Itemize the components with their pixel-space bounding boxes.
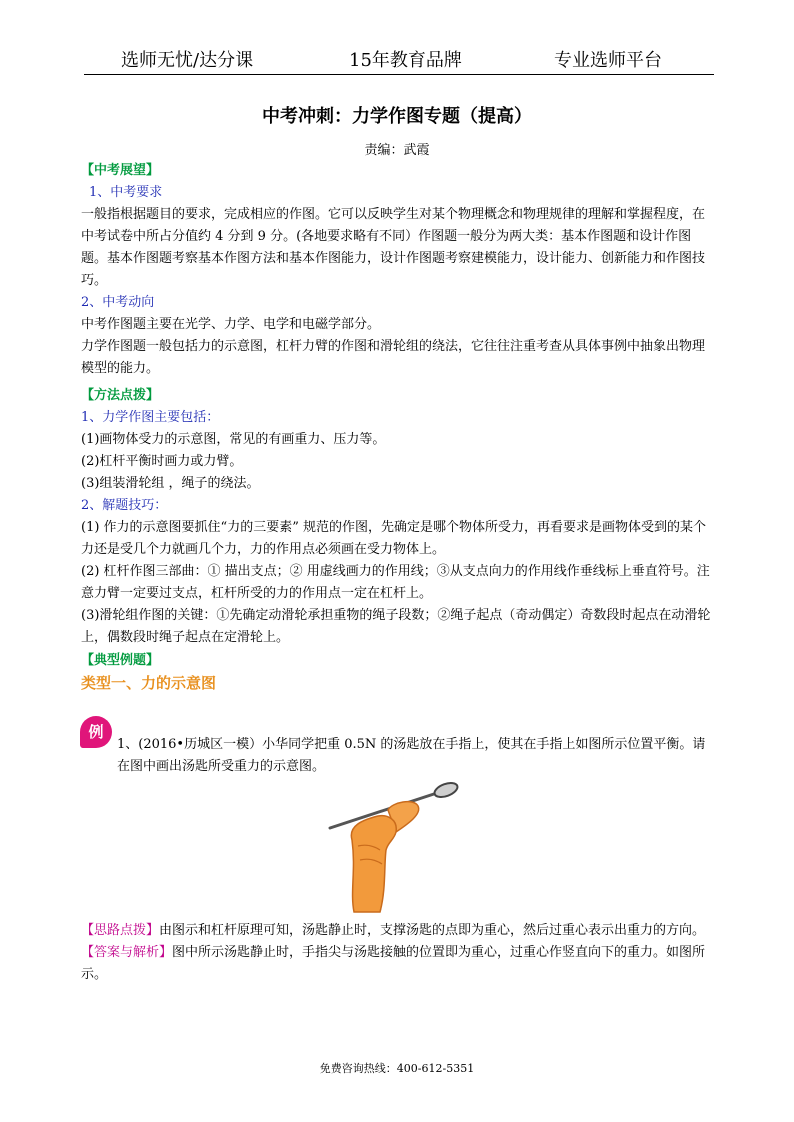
answer-label: 【答案与解析】: [81, 945, 173, 960]
methods-line-2: (2)杠杆平衡时画力或力臂。: [81, 454, 243, 469]
example-question: [81, 734, 713, 778]
methods-line-1: (1)画物体受力的示意图，常见的有画重力、压力等。: [81, 432, 386, 447]
methods-sub-2: 2、解题技巧：: [81, 498, 168, 513]
example-question-text: 1、(2016•历城区一模）小华同学把重 0.5N 的汤匙放在手指上，使其在手指上如图所示位置平衡。请在图中画出汤匙所受重力的示意图。: [117, 737, 706, 774]
section-methods: [81, 385, 713, 649]
outlook-para-1: 一般指根据题目的要求，完成相应的作图。它可以反映学生对某个物理概念和物理规律的理解和掌握程度，在中考试卷中所占分值约 4 分到 9 分。(各地要求略有不同）作图题一般分为两大类：基本作图题和设计作图题。基本作图题考察基本作图方法和基本作图能力，设计作图题考察建模能力，设计能力、创新能力和作图技巧。: [81, 207, 706, 288]
outlook-sub-1: 1、中考要求: [89, 185, 163, 200]
answer-paragraph: [81, 942, 713, 986]
hint-paragraph: [81, 920, 713, 942]
page-title: 中考冲刺：力学作图专题（提高）: [262, 106, 532, 127]
examples-heading: 【典型例题】: [81, 653, 160, 668]
methods-tip-3: (3)滑轮组作图的关键：①先确定动滑轮承担重物的绳子段数；②绳子起点（奇动偶定）奇数段时起点在动滑轮上，偶数段时绳子起点在定滑轮上。: [81, 608, 711, 645]
methods-tip-2: (2) 杠杆作图三部曲：① 描出支点；② 用虚线画力的作用线；③从支点向力的作用线作垂线标上垂直符号。注意力臂一定要过支点，杠杆所受的力的作用点一定在杠杆上。: [81, 564, 710, 601]
header-brand: 选师无忧/达分课: [121, 50, 254, 71]
example-badge-icon: 例: [80, 716, 112, 748]
methods-heading: 【方法点拨】: [81, 388, 160, 403]
methods-sub-1: 1、力学作图主要包括：: [81, 410, 220, 425]
page-header: [84, 46, 714, 75]
section-outlook: [81, 160, 713, 380]
page-footer: 免费咨询热线：400-612-5351: [319, 1062, 475, 1075]
header-platform: 专业选师平台: [554, 50, 662, 71]
outlook-heading: 【中考展望】: [81, 163, 160, 178]
examples-type-1: 类型一、力的示意图: [81, 674, 217, 692]
section-examples: [81, 650, 713, 694]
methods-tip-1: (1) 作力的示意图要抓住“力的三要素” 规范的作图，先确定是哪个物体所受力，再看要求是画物体受到的某个力还是受几个力就画几个力，力的作用点必须画在受力物体上。: [81, 520, 706, 557]
author-line: 责编：武霞: [364, 143, 430, 158]
hand: [351, 816, 396, 912]
hint-label: 【思路点拨】: [81, 923, 160, 938]
outlook-para-3: 力学作图题一般包括力的示意图，杠杆力臂的作图和滑轮组的绕法，它往往注重考查从具体事例中抽象出物理模型的能力。: [81, 339, 706, 376]
example-solution: [81, 920, 713, 986]
header-slogan: 15年教育品牌: [349, 50, 462, 71]
spoon-bowl: [433, 780, 460, 799]
outlook-sub-2: 2、中考动向: [81, 295, 155, 310]
hand-spoon-figure: [322, 780, 462, 915]
methods-line-3: (3)组装滑轮组 ，绳子的绕法。: [81, 476, 260, 491]
answer-text: 图中所示汤匙静止时，手指尖与汤匙接触的位置即为重心，过重心作竖直向下的重力。如图所示。: [81, 945, 706, 982]
hint-text: 由图示和杠杆原理可知，汤匙静止时，支撑汤匙的点即为重心，然后过重心表示出重力的方向。: [159, 923, 706, 938]
outlook-para-2: 中考作图题主要在光学、力学、电学和电磁学部分。: [81, 317, 381, 332]
